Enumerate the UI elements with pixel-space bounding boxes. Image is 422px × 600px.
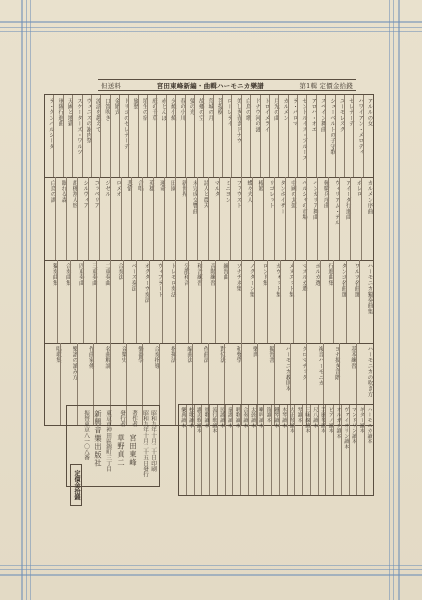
publisher-company: 新興音樂出版社 <box>94 410 103 468</box>
catalog-entry: タンホイザー <box>279 180 286 215</box>
catalog-entry: シルヴィア <box>82 180 89 209</box>
catalog-entry: 合奏曲集 <box>64 263 71 286</box>
catalog-entry: 美しき青きドナウ <box>235 98 242 144</box>
border-line <box>0 31 422 32</box>
phone: 振替東京八一〇八番 <box>83 410 89 461</box>
catalog-entry: 名曲解説 <box>104 346 111 369</box>
catalog-entry: 唱歌集 <box>54 346 61 364</box>
catalog-entry: 和聲學 <box>235 346 242 364</box>
catalog-entry: ガヴォット集 <box>274 263 281 298</box>
header-left: 但送料 <box>101 82 122 90</box>
series-list <box>178 404 374 496</box>
series-entry: 鐵琴讀本 <box>273 407 280 429</box>
catalog-entry: 運命 <box>158 180 165 192</box>
catalog-entry: 旅愁 <box>132 98 139 110</box>
series-entry: 樂典讀本 <box>180 407 187 429</box>
series-entry: 木琴讀本 <box>281 407 288 429</box>
catalog-entry: スケーターズ・ワルツ <box>76 98 82 155</box>
catalog-entry: ハーモニカの吹き方 <box>366 346 373 398</box>
border-line <box>0 569 422 570</box>
catalog-entry: 合奏法 <box>117 263 124 281</box>
catalog-entry: スペイン舞曲 <box>319 98 326 133</box>
catalog-entry: 埴生の宿 <box>141 98 148 121</box>
catalog-entry: 樂器學 <box>136 346 143 364</box>
catalog-entry: 編曲法 <box>186 346 193 364</box>
catalog-entry: 波濤を越えて <box>94 98 101 133</box>
border-line <box>26 0 27 600</box>
catalog-entry: 獨奏曲集 <box>51 263 58 286</box>
catalog-entry: 春の小川 <box>179 98 186 121</box>
catalog-entry: 行進曲集 <box>327 263 334 286</box>
catalog-entry: 庭の千草 <box>150 98 157 121</box>
catalog-entry: 胡桃割人形 <box>71 180 78 209</box>
border-line <box>0 27 422 28</box>
print-date: 昭和九年十月二十日印刷 <box>150 410 156 472</box>
border-line <box>0 21 422 23</box>
series-entry: 喇叭讀本 <box>257 407 264 429</box>
catalog-entry: オクターヴ奏法 <box>143 263 150 303</box>
catalog-entry: マズルカ選 <box>300 263 307 292</box>
catalog-header <box>98 79 356 91</box>
catalog-entry: ドリゴのセレナーデ <box>122 98 129 150</box>
catalog-entry: 樂典 <box>251 346 258 358</box>
catalog-entry: ボレロ <box>355 180 362 198</box>
catalog-entry: 作曲法 <box>202 346 209 364</box>
catalog-entry: ユーモレスク <box>338 98 345 133</box>
catalog-entry: 和音練習 <box>195 263 202 286</box>
catalog-entry: タンゴ名曲選 <box>340 263 347 298</box>
catalog-entry: 分散和音 <box>182 263 189 286</box>
catalog-entry: 椿姫 <box>257 180 264 192</box>
catalog-entry: 軽騎兵序曲 <box>322 180 329 209</box>
catalog-entry: ファウスト <box>235 180 242 209</box>
catalog-entry: カルメン <box>282 98 289 121</box>
catalog-entry: ヴィブラート <box>156 263 163 298</box>
catalog-entry: ノクターン集 <box>248 263 255 298</box>
catalog-entry: ベース奏法 <box>130 263 137 292</box>
catalog-entry: マルタ <box>213 180 220 198</box>
catalog-entry: 練習曲 <box>222 263 229 281</box>
series-entry: 琴讀本 <box>296 407 303 423</box>
series-entry: ギター讀本 <box>358 407 365 434</box>
catalog-entry: ドナウ河の漣 <box>254 98 261 133</box>
catalog-entry: 中國の太鼓 <box>289 180 296 209</box>
catalog-entry: ハワイアン・メロディ <box>357 98 364 155</box>
series-entry: 笛讀本 <box>265 407 272 423</box>
catalog-entry: 指揮法 <box>169 346 176 364</box>
catalog-entry: 金婚式 <box>113 98 120 116</box>
catalog-entry: リゴレット <box>268 180 275 209</box>
catalog-entry: 詩人と農夫 <box>202 180 209 209</box>
catalog-entry: コッペリア <box>93 180 100 209</box>
series-entry: 太鼓讀本 <box>250 407 257 429</box>
catalog-entry: 悲愴 <box>125 180 132 192</box>
catalog-entry: 眠れる森 <box>60 180 67 203</box>
series-entry: 手風琴讀本 <box>319 407 326 434</box>
catalog-entry: 樂譜の讀み方 <box>71 346 78 381</box>
series-entry: 軍歌讀本 <box>203 407 210 429</box>
catalog-entry: ウィリアム・テル <box>333 180 340 226</box>
header-right: 第1輯 定價金拾錢 <box>299 82 353 90</box>
catalog-entry: ロンド集 <box>261 263 268 286</box>
series-entry: 民謠讀本 <box>219 407 226 429</box>
catalog-entry: 荒城の月 <box>207 98 214 121</box>
catalog-entry: 音樂史 <box>120 346 127 364</box>
border-line <box>0 574 422 576</box>
composer-label: 著作者 <box>131 410 137 427</box>
catalog-entry: 獨習書 <box>268 346 275 364</box>
border-line <box>0 565 422 566</box>
publish-date: 昭和九年十月二十五日發行 <box>142 410 148 478</box>
border-line <box>393 0 394 600</box>
catalog-entry: 合奏指導 <box>153 346 160 369</box>
catalog-entry: 故郷の空 <box>197 98 204 121</box>
border-line <box>30 0 31 600</box>
catalog-entry: ハンガリア舞曲 <box>311 180 318 220</box>
publisher-person: 草野貞二 <box>117 434 126 467</box>
catalog-entry: 四重奏曲 <box>77 263 84 286</box>
border-line <box>389 0 390 600</box>
series-entry: 尺八讀本 <box>312 407 319 429</box>
series-entry: 合奏讀本 <box>242 407 249 429</box>
catalog-entry: 新世界 <box>180 180 187 198</box>
catalog-entry: ペルシャの市場 <box>300 180 307 220</box>
catalog-entry: 複音ハーモニカ <box>317 346 324 386</box>
catalog-entry: 白鳥の湖 <box>49 180 56 203</box>
catalog-entry: ジゼル <box>104 180 111 198</box>
catalog-entry: 白鳥の歌 <box>244 98 251 121</box>
series-entry: 讃美歌讀本 <box>195 407 202 434</box>
catalog-entry: ラ・クンパルシータ <box>47 98 54 150</box>
catalog-entry: トロイメライ <box>263 98 270 133</box>
catalog-entry: 蝶々夫人 <box>246 180 253 203</box>
catalog-entry: ソナチネ集 <box>235 263 242 292</box>
catalog-entry: メヌエット集 <box>287 263 294 298</box>
catalog-entry: 二重奏曲 <box>104 263 111 286</box>
catalog-entry: 夕焼小焼 <box>169 98 176 121</box>
catalog-entry: 天國と地獄 <box>66 98 73 127</box>
catalog-entry: 作曲家傳 <box>87 346 94 369</box>
series-entry: マンドリン讀本 <box>350 407 357 445</box>
catalog-entry: ハーモニカ教則本 <box>284 346 291 392</box>
series-entry: ヴァイオリン讀本 <box>343 407 350 450</box>
catalog-entry: シューベルトの子守歌 <box>329 98 336 155</box>
catalog-entry: 三重奏曲 <box>90 263 97 286</box>
catalog-entry: ローレライ <box>225 98 232 127</box>
catalog-entry: 基本練習 <box>350 346 357 369</box>
series-entry: ハーモニカ讀本 <box>366 407 373 445</box>
catalog-entry: 對位法 <box>218 346 225 364</box>
catalog-entry: セレナーデ <box>347 98 354 127</box>
catalog-entry: ポルカ選 <box>314 263 321 286</box>
catalog-entry: クロマチック <box>300 346 307 381</box>
catalog-entry: 月光の曲 <box>272 98 279 121</box>
catalog-entry: 口笛吹き <box>104 98 111 121</box>
catalog-entry: ロメオ <box>115 180 122 198</box>
catalog-entry: 菩提樹 <box>216 98 223 116</box>
catalog-entry: トレモロ奏法 <box>169 263 176 298</box>
catalog-entry: 軍隊行進曲 <box>57 98 64 127</box>
catalog-entry: セントルイス・ブルース <box>300 98 307 161</box>
address: 東京市神田區錦町三丁目 <box>105 410 111 472</box>
catalog-entry: 赤とんぼ <box>160 98 167 121</box>
catalog-entry: アルルの女 <box>366 98 373 127</box>
catalog-entry: 音階練習 <box>209 263 216 286</box>
series-entry: 流行歌讀本 <box>211 407 218 434</box>
catalog-entry: ヨナ抜き音階 <box>333 346 340 381</box>
catalog-entry: 英雄 <box>147 180 154 192</box>
series-entry: 三味線讀本 <box>304 407 311 434</box>
catalog-entry: ミニヨン <box>224 180 231 203</box>
border-line <box>398 0 400 600</box>
catalog-entry: ワルツ名曲選 <box>353 263 360 298</box>
header-title: 宮田東峰新編・曲輯ハーモニカ樂譜 <box>156 82 264 90</box>
catalog-entry: ヴェニスの謝肉祭 <box>85 98 92 144</box>
catalog-entry: アロハ・オエ <box>310 98 317 133</box>
catalog-entry: 合唱 <box>136 180 143 192</box>
catalog-entry: ラ・パロマ <box>291 98 298 127</box>
series-entry: 唱歌讀本 <box>234 407 241 429</box>
series-entry: ピアノ讀本 <box>327 407 334 434</box>
series-entry: 大正琴讀本 <box>288 407 295 434</box>
series-entry: 校歌讀本 <box>188 407 195 429</box>
catalog-entry: カルメン序曲 <box>366 180 373 215</box>
price-box: 定價金拾錢 <box>70 464 82 506</box>
series-entry: オルガン讀本 <box>335 407 342 439</box>
catalog-entry: 未完成交響曲 <box>191 180 198 215</box>
series-entry: 童謠讀本 <box>226 407 233 429</box>
catalog-entry: 田園 <box>169 180 176 192</box>
border-line <box>21 0 23 600</box>
catalog-grid <box>44 94 374 426</box>
catalog-entry: ハーモニカ獨奏曲集 <box>366 263 373 315</box>
catalog-entry: 螢の光 <box>188 98 195 116</box>
publisher-label: 發行者 <box>119 410 125 427</box>
catalog-entry: アイーダ行進曲 <box>344 180 351 220</box>
composer-name: 宮田東峰 <box>129 434 138 467</box>
